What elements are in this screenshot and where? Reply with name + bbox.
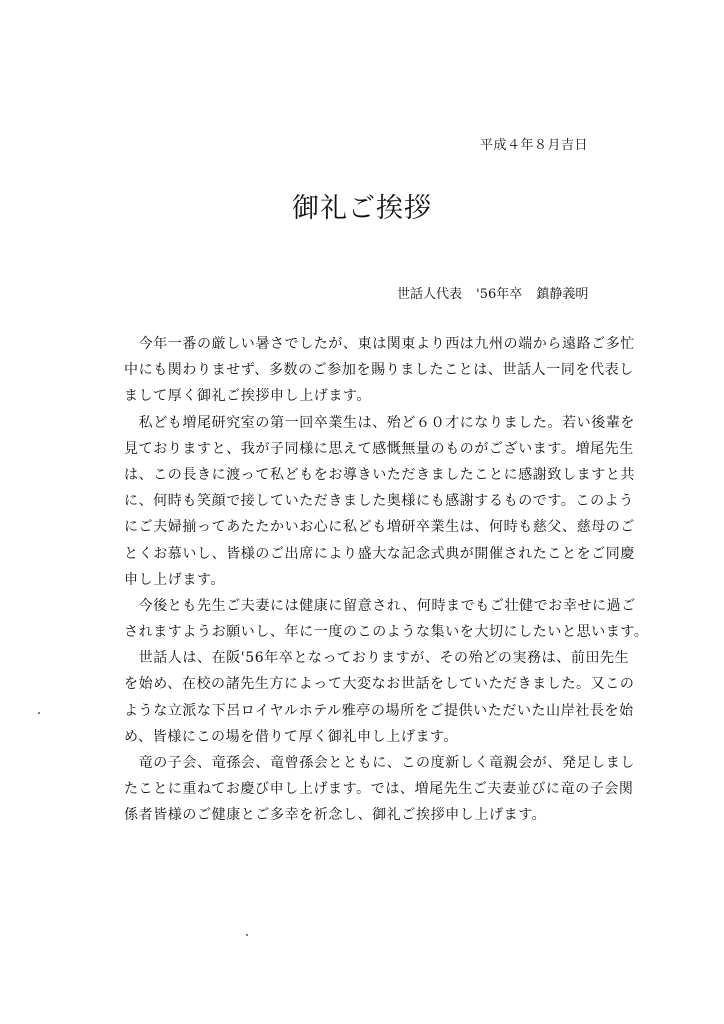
body-line: まして厚く御礼ご挨拶申し上げます。 [124, 388, 372, 405]
body-line: め、皆様にこの場を借りて厚く御礼申し上げます。 [124, 728, 459, 745]
document-body [124, 331, 649, 829]
body-line: 私ども増尾研究室の第一回卒業生は、殆ど６０才になりました。若い後輩を [124, 414, 635, 431]
document-title: 御礼ご挨拶 [292, 193, 432, 224]
body-line: されますようお願いし、年に一度のこのような集いを大切にしたいと思います。 [124, 624, 649, 641]
author-class: '56年卒 [476, 287, 523, 302]
body-line: は、この長きに渡って私どもをお導きいただきましたことに感謝致しますと共 [124, 466, 635, 483]
body-line: 申し上げます。 [124, 571, 226, 588]
body-line: 竜の子会、竜孫会、竜曾孫会とともに、この度新しく竜親会が、発足しまし [124, 755, 635, 771]
body-line: を始め、在校の諸先生方によって大変なお世話をしていただきました。又この [124, 676, 635, 693]
scan-speck [38, 712, 40, 714]
body-line: とくお慕いし、皆様のご出席により盛大な記念式典が開催されたことをご同慶 [124, 545, 635, 562]
document-date: 平成４年８月吉日 [480, 138, 589, 153]
body-line: たことに重ねてお慶び申し上げます。では、増尾先生ご夫妻並びに竜の子会関 [124, 781, 634, 798]
body-line: にご夫婦揃ってあたたかいお心に私ども増研卒業生は、何時も慈父、慈母のご [124, 519, 635, 536]
body-line: ような立派な下呂ロイヤルホテル雅亭の場所をご提供いただいた山岸社長を始 [124, 702, 634, 719]
body-line: 係者皆様のご健康とご多幸を祈念し、御礼ご挨拶申し上げます。 [124, 807, 547, 824]
author-signature [397, 283, 598, 302]
author-name: 鎮静義明 [536, 287, 589, 302]
body-line: 見ておりますと、我が子同様に思えて感慨無量のものがございます。増尾先生 [124, 440, 634, 457]
body-line: 今後とも先生ご夫妻には健康に留意され、何時までもご壮健でお幸せに過ご [124, 597, 636, 614]
body-line: に、何時も笑顔で接していただきました奥様にも感謝するものです。このよう [124, 493, 634, 510]
scan-speck [246, 934, 248, 936]
body-line: 世話人は、在阪'56年卒となっておりますが、その殆どの実務は、前田先生 [124, 650, 630, 667]
body-line: 中にも関わりませず、多数のご参加を賜りましたことは、世話人一同を代表し [124, 362, 634, 379]
author-role: 世話人代表 [397, 287, 463, 302]
body-line: 今年一番の厳しい暑さでしたが、東は関東より西は九州の端から遠路ご多忙 [124, 336, 635, 352]
